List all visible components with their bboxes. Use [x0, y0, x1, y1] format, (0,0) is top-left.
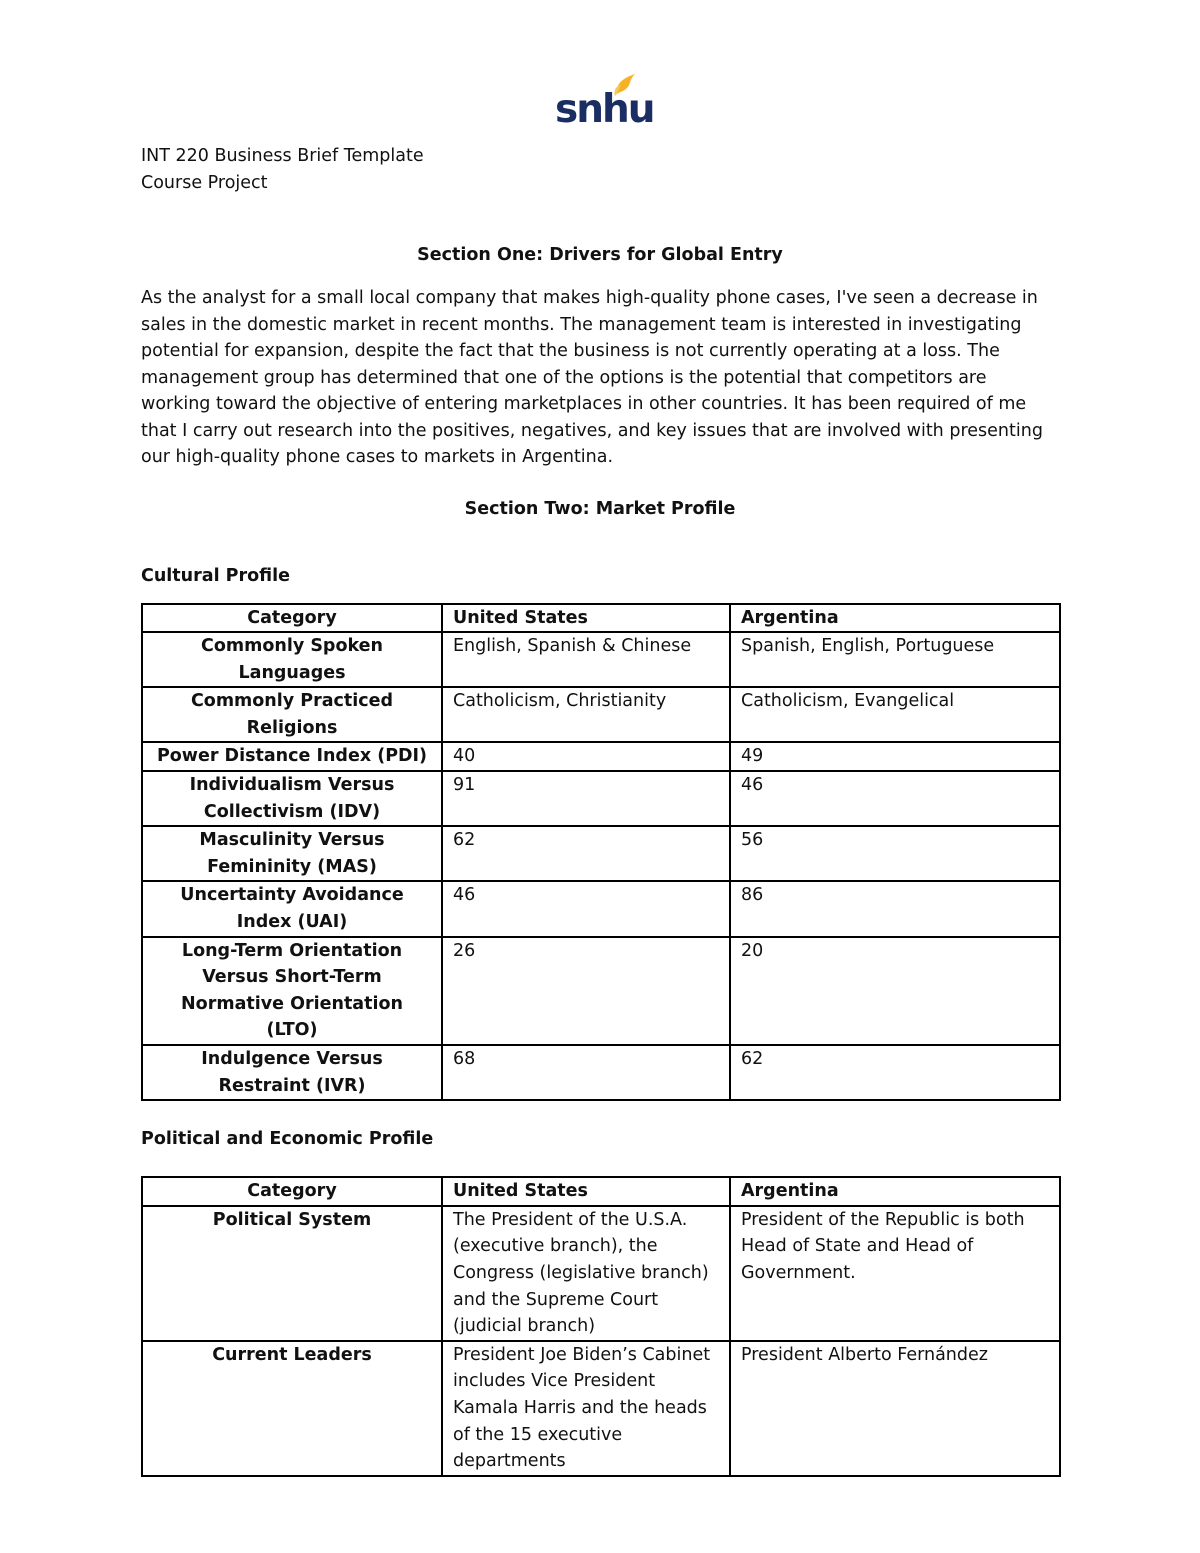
category-cell: Political System: [142, 1206, 442, 1341]
column-header: Category: [142, 604, 442, 633]
table-row: [142, 687, 1060, 742]
section-two-heading: Section Two: Market Profile: [464, 498, 736, 519]
argentina-cell: 46: [730, 771, 1060, 826]
category-cell: Commonly Spoken Languages: [142, 632, 442, 687]
argentina-cell: President Alberto Fernández: [730, 1341, 1060, 1476]
category-cell: Individualism Versus Collectivism (IDV): [142, 771, 442, 826]
argentina-cell: 56: [730, 826, 1060, 881]
snhu-logo: [555, 72, 654, 134]
document-title: INT 220 Business Brief Template: [141, 146, 424, 166]
us-cell: 91: [442, 771, 730, 826]
argentina-cell: Spanish, English, Portuguese: [730, 632, 1060, 687]
section-one-heading: Section One: Drivers for Global Entry: [417, 245, 783, 265]
document-content: [141, 143, 1059, 1477]
argentina-cell: 62: [730, 1045, 1060, 1100]
political-profile-table: [141, 1176, 1061, 1477]
section-one-body: As the analyst for a small local company that makes high-quality phone cases, I've seen a decrease in sales in the domestic market in recent months. The management team is interested in investigating potential for expansion, despite the fact that the business is not currently operating at a loss. The management group has determined that one of the options is the potential that competitors are working toward the objective of entering marketplaces in other countries. It has been required of me that I carry out research into the positives, negatives, and key issues that are involved with presenting our high-quality phone cases to markets in Argentina.: [141, 288, 1043, 467]
argentina-cell: 20: [730, 937, 1060, 1045]
table-row: [142, 1341, 1060, 1476]
us-cell: 40: [442, 742, 730, 771]
column-header: Category: [142, 1177, 442, 1206]
table-row: [142, 826, 1060, 881]
category-cell: Commonly Practiced Religions: [142, 687, 442, 742]
column-header: Argentina: [730, 604, 1060, 633]
us-cell: President Joe Biden’s Cabinet includes Vice President Kamala Harris and the heads of the 15 executive departments: [442, 1341, 730, 1476]
column-header: Argentina: [730, 1177, 1060, 1206]
table-row: [142, 771, 1060, 826]
argentina-cell: President of the Republic is both Head of State and Head of Government.: [730, 1206, 1060, 1341]
table-row: [142, 1045, 1060, 1100]
us-cell: 68: [442, 1045, 730, 1100]
us-cell: English, Spanish & Chinese: [442, 632, 730, 687]
table-row: [142, 937, 1060, 1045]
table-row: [142, 742, 1060, 771]
column-header: United States: [442, 604, 730, 633]
table-header-row: [142, 1177, 1060, 1206]
us-cell: 46: [442, 881, 730, 936]
category-cell: Uncertainty Avoidance Index (UAI): [142, 881, 442, 936]
cultural-profile-heading: Cultural Profile: [141, 565, 290, 586]
category-cell: Current Leaders: [142, 1341, 442, 1476]
argentina-cell: 86: [730, 881, 1060, 936]
us-cell: 26: [442, 937, 730, 1045]
table-row: [142, 1206, 1060, 1341]
table-header-row: [142, 604, 1060, 633]
category-cell: Masculinity Versus Femininity (MAS): [142, 826, 442, 881]
political-profile-heading: Political and Economic Profile: [141, 1129, 434, 1150]
category-cell: Indulgence Versus Restraint (IVR): [142, 1045, 442, 1100]
category-cell: Power Distance Index (PDI): [142, 742, 442, 771]
argentina-cell: 49: [730, 742, 1060, 771]
document-subtitle: Course Project: [141, 173, 268, 193]
table-row: [142, 881, 1060, 936]
category-cell: Long-Term Orientation Versus Short-Term Normative Orientation (LTO): [142, 937, 442, 1045]
cultural-profile-table: [141, 603, 1061, 1102]
column-header: United States: [442, 1177, 730, 1206]
logo-wordmark: snhu: [555, 87, 654, 132]
us-cell: Catholicism, Christianity: [442, 687, 730, 742]
us-cell: The President of the U.S.A. (executive branch), the Congress (legislative branch) and the Supreme Court (judicial branch): [442, 1206, 730, 1341]
table-row: [142, 632, 1060, 687]
argentina-cell: Catholicism, Evangelical: [730, 687, 1060, 742]
us-cell: 62: [442, 826, 730, 881]
